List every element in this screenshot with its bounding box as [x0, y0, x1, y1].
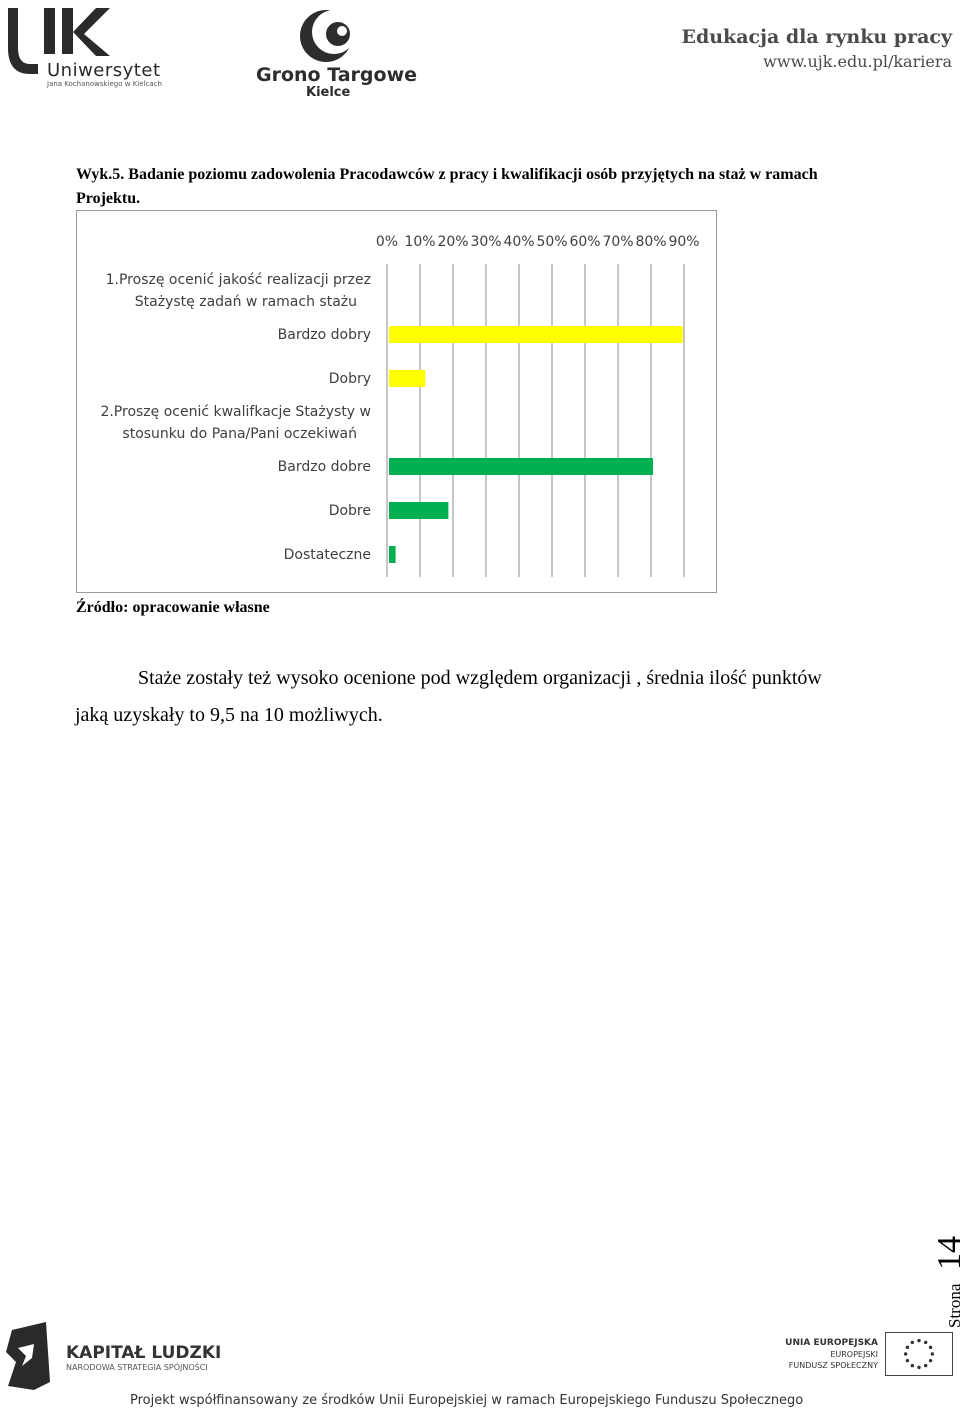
page-number-value: 14	[931, 1236, 968, 1270]
body-paragraph	[75, 660, 895, 734]
header-url: www.ujk.edu.pl/kariera	[763, 52, 952, 71]
eu-flag-icon	[885, 1332, 953, 1376]
grono-name: Grono Targowe	[256, 64, 418, 86]
paragraph-line-2: jaką uzyskały to 9,5 na 10 możliwych.	[75, 704, 383, 726]
x-tick-label: 80%	[635, 234, 667, 250]
ujk-subtitle: Jana Kochanowskiego w Kielcach	[47, 80, 162, 88]
category-label: Bardzo dobry	[277, 327, 371, 343]
kapital-ludzki-logo	[4, 1322, 52, 1390]
page-number	[922, 1236, 972, 1330]
eu-star	[906, 1346, 909, 1349]
x-tick-label: 40%	[503, 234, 535, 250]
x-tick-label: 20%	[437, 234, 469, 250]
bar	[389, 458, 653, 475]
kapital-ludzki-title: KAPITAŁ LUDZKI	[66, 1343, 222, 1363]
chart-frame	[76, 210, 717, 593]
eu-line-2: EUROPEJSKI	[830, 1350, 878, 1359]
bar-chart	[77, 211, 716, 592]
source-note: Źródło: opracowanie własne	[76, 599, 270, 616]
category-label: Dobry	[328, 371, 371, 387]
paragraph-line-1: Staże zostały też wysoko ocenione pod względem organizacji , średnia ilość punktów	[138, 667, 822, 689]
x-tick-label: 10%	[404, 234, 436, 250]
eu-star	[924, 1341, 927, 1344]
x-tick-label: 0%	[375, 234, 399, 250]
ujk-name: Uniwersytet	[47, 60, 161, 81]
grono-targowe-logo	[296, 4, 360, 66]
eu-star	[929, 1359, 932, 1362]
bar	[389, 370, 425, 387]
bar	[389, 326, 683, 343]
eu-star	[929, 1346, 932, 1349]
x-tick-label: 90%	[668, 234, 700, 250]
bar	[389, 502, 448, 519]
category-heading: 2.Proszę ocenić kwalifkacje Stażysty w	[100, 404, 371, 420]
eu-line-1: UNIA EUROPEJSKA	[785, 1338, 878, 1348]
eu-star	[924, 1364, 927, 1367]
eu-line-3: FUNDUSZ SPOŁECZNY	[788, 1361, 878, 1370]
category-heading: stosunku do Pana/Pani oczekiwań	[122, 426, 357, 442]
eu-star	[917, 1366, 920, 1369]
x-tick-label: 70%	[602, 234, 634, 250]
eu-star	[931, 1352, 934, 1355]
category-label: Dostateczne	[283, 547, 371, 563]
x-tick-label: 50%	[536, 234, 568, 250]
category-heading: 1.Proszę ocenić jakość realizacji przez	[105, 272, 371, 288]
category-label: Dobre	[328, 503, 371, 519]
category-label: Bardzo dobre	[277, 459, 371, 475]
bar	[389, 546, 396, 563]
category-heading: Stażystę zadań w ramach stażu	[134, 294, 357, 310]
eu-star	[911, 1364, 914, 1367]
cofinance-note: Projekt współfinansowany ze środków Unii Europejskiej w ramach Europejskiego Funduszu Społecznego	[130, 1393, 804, 1408]
eu-star	[906, 1359, 909, 1362]
eu-star	[904, 1352, 907, 1355]
x-tick-label: 60%	[569, 234, 601, 250]
eu-star	[917, 1339, 920, 1342]
figure-caption: Wyk.5. Badanie poziomu zadowolenia Pracodawców z pracy i kwalifikacji osób przyjętych na staż w ramach Projektu.	[76, 166, 818, 207]
grono-city: Kielce	[306, 85, 351, 100]
eu-star	[911, 1341, 914, 1344]
page-label: Strona	[945, 1283, 964, 1328]
x-tick-label: 30%	[470, 234, 502, 250]
kapital-ludzki-subtitle: NARODOWA STRATEGIA SPÓJNOŚCI	[66, 1363, 208, 1372]
header-title: Edukacja dla rynku pracy	[681, 26, 952, 48]
